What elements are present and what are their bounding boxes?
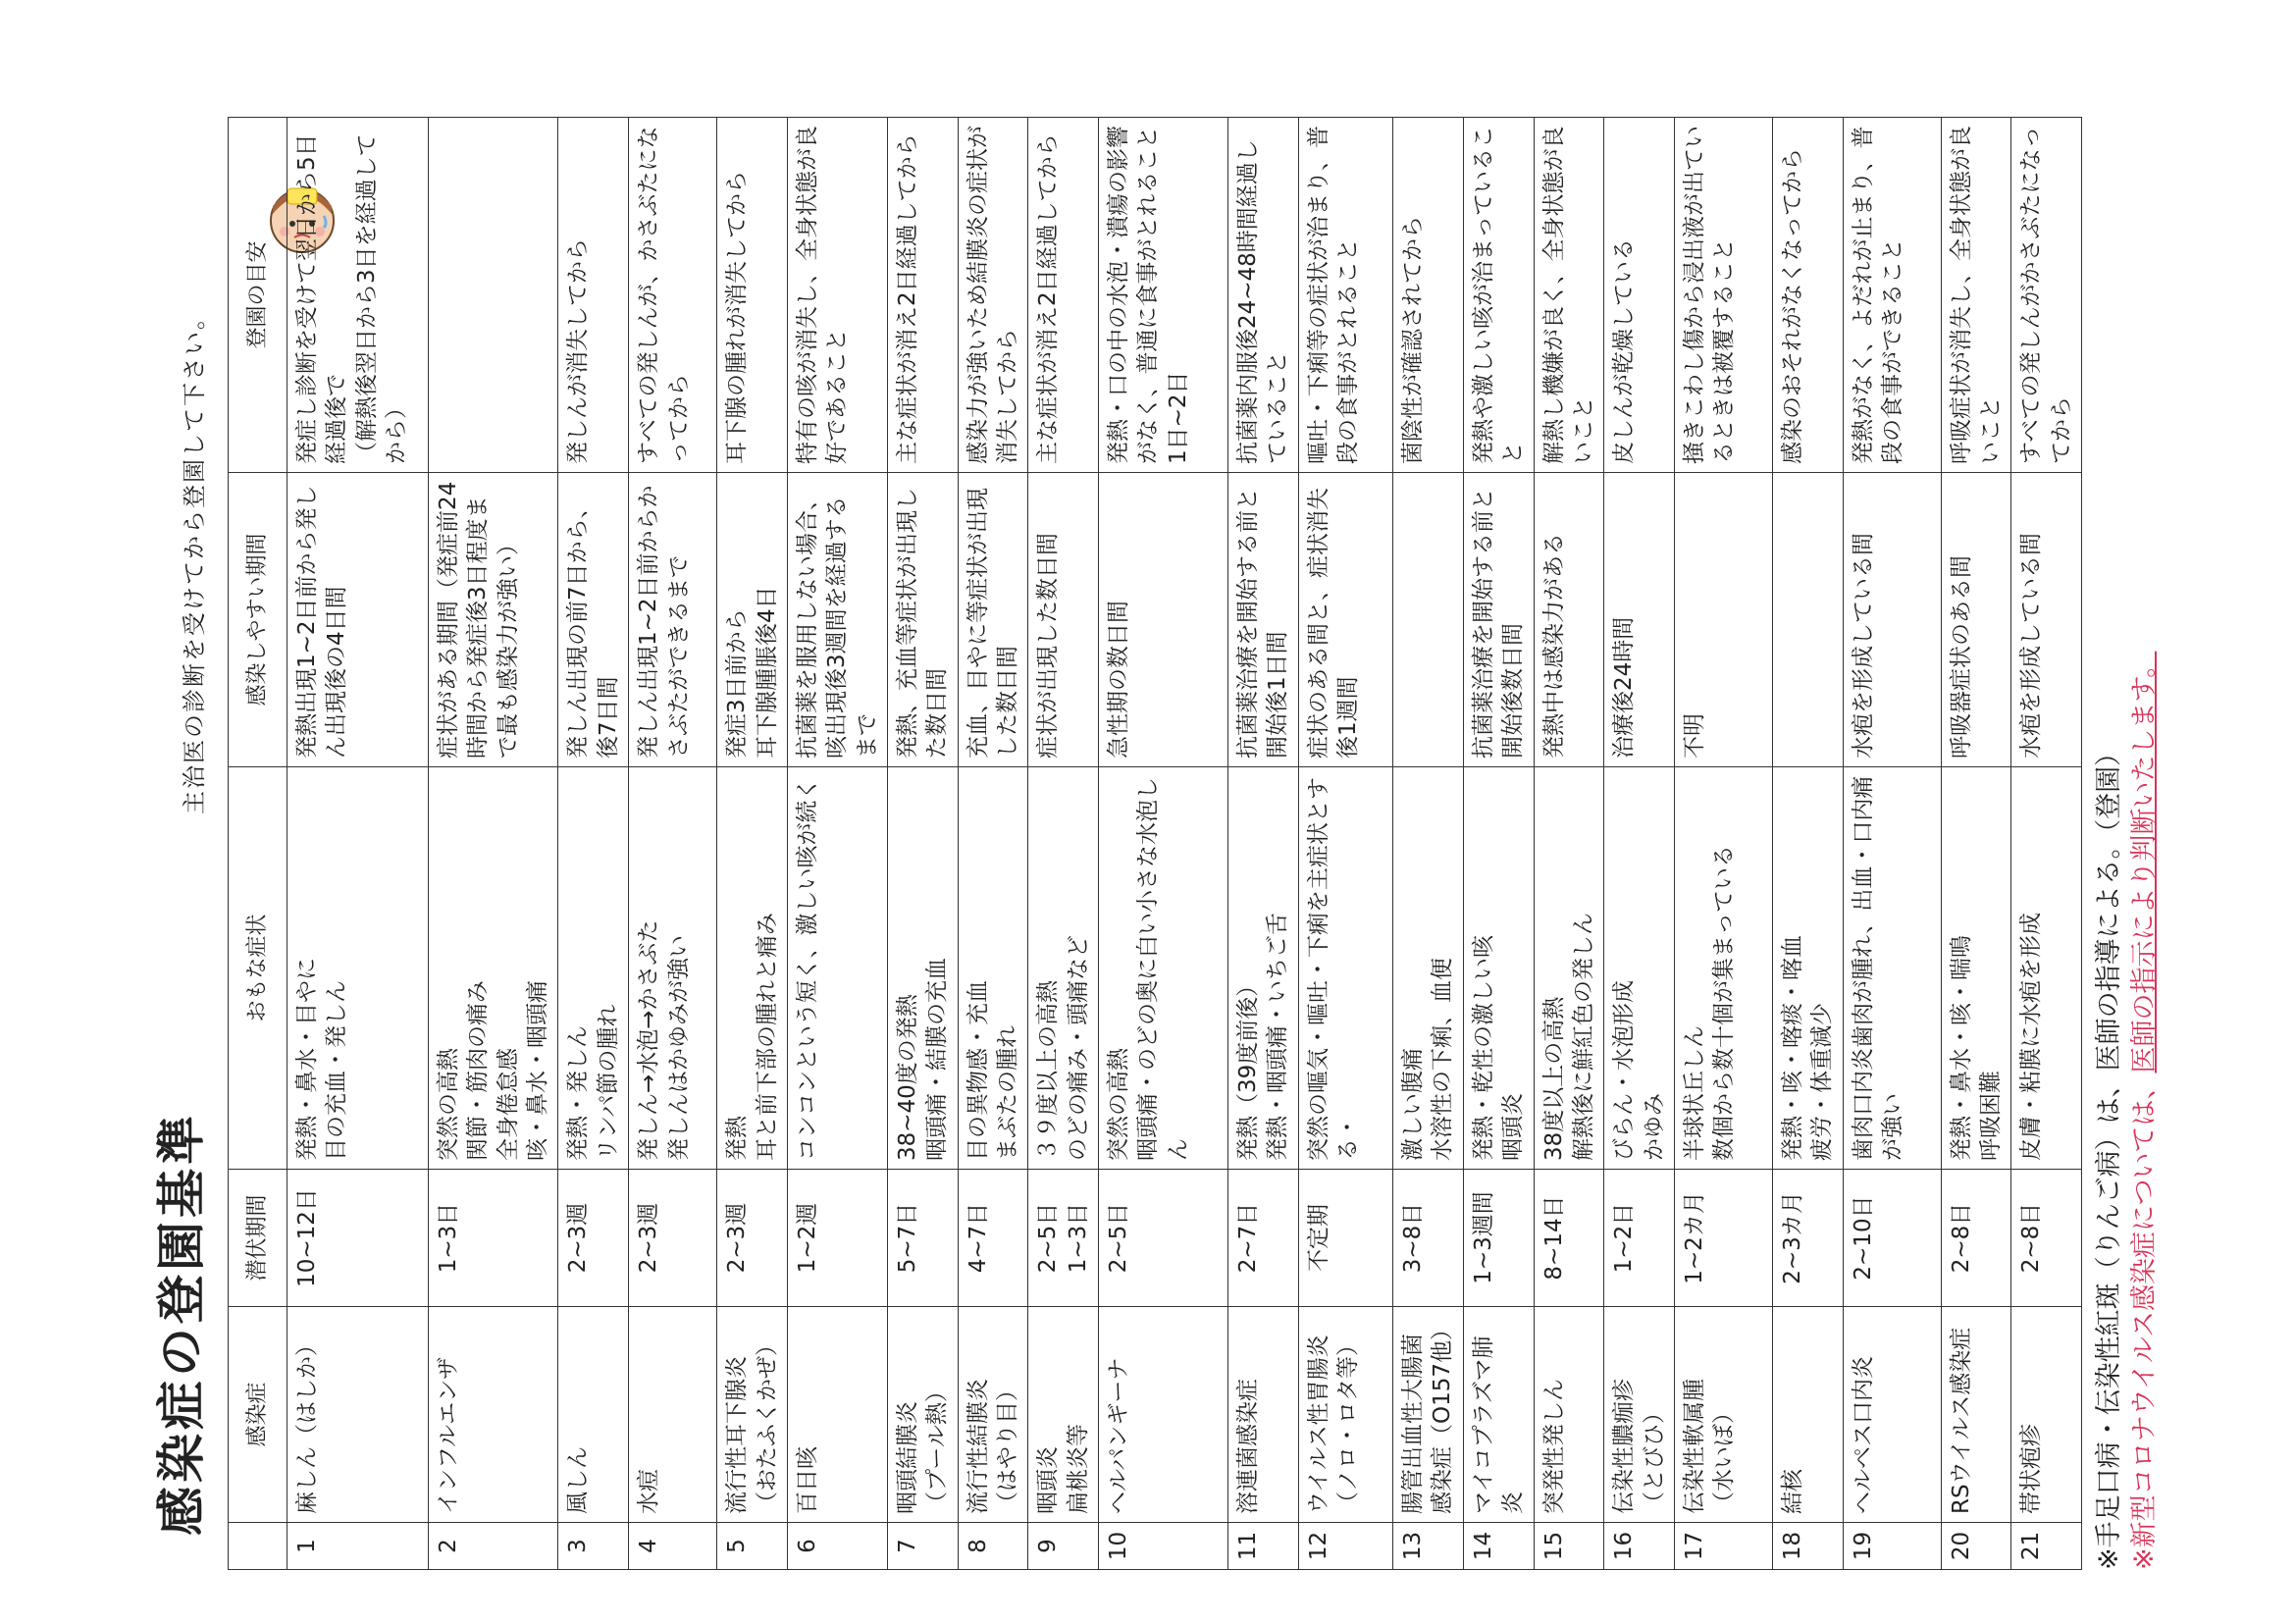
incubation-period: 5~7日 bbox=[887, 1170, 958, 1307]
row-number: 19 bbox=[1843, 1523, 1941, 1570]
table-row bbox=[1228, 118, 1299, 1570]
contagious-period: 不明 bbox=[1674, 473, 1772, 767]
disease-name: マイコプラズマ肺炎 bbox=[1463, 1307, 1534, 1523]
footnotes bbox=[2092, 118, 2164, 1570]
contagious-period bbox=[1772, 473, 1843, 767]
attendance-criteria: 主な症状が消え2日経過してから bbox=[887, 118, 958, 473]
table-header-row bbox=[229, 118, 287, 1570]
attendance-criteria: すべての発しんがかさぶたになってから bbox=[2011, 118, 2082, 473]
footnote-covid bbox=[2127, 118, 2163, 1570]
incubation-period: 2~5日 bbox=[1099, 1170, 1228, 1307]
contagious-period: 抗菌薬治療を開始する前と開始後数日間 bbox=[1463, 473, 1534, 767]
table-row bbox=[558, 118, 629, 1570]
disease-name: 流行性耳下腺炎 （おたふくかぜ） bbox=[717, 1307, 788, 1523]
row-number: 12 bbox=[1299, 1523, 1393, 1570]
attendance-criteria: 発熱や激しい咳が治まっていること bbox=[1463, 118, 1534, 473]
attendance-criteria: 特有の咳が消失し、全身状態が良好であること bbox=[787, 118, 887, 473]
disease-name: 伝染性膿痂疹 （とびひ） bbox=[1604, 1307, 1675, 1523]
row-number: 14 bbox=[1463, 1523, 1534, 1570]
attendance-criteria: 抗菌薬内服後24~48時間経過していること bbox=[1228, 118, 1299, 473]
table-row bbox=[787, 118, 887, 1570]
attendance-criteria: 発熱・口の中の水泡・潰瘍の影響がなく、普通に食事がとれること 1日~2日 bbox=[1099, 118, 1228, 473]
attendance-criteria: 菌陰性が確認されてから bbox=[1393, 118, 1464, 473]
contagious-period: 水疱を形成している間 bbox=[2011, 473, 2082, 767]
table-row bbox=[1843, 118, 1941, 1570]
table-row bbox=[429, 118, 558, 1570]
main-symptoms: 発熱・咳・喀痰・喀血 疲労・体重減少 bbox=[1772, 767, 1843, 1170]
row-number: 3 bbox=[558, 1523, 629, 1570]
attendance-criteria: 掻きこわし傷から浸出液が出ているときは被覆すること bbox=[1674, 118, 1772, 473]
row-number: 13 bbox=[1393, 1523, 1464, 1570]
main-symptoms: 発熱・鼻水・目やに 目の充血・発しん bbox=[287, 767, 429, 1170]
contagious-period: 発しん出現の前7日から、後7日間 bbox=[558, 473, 629, 767]
main-symptoms: 突然の高熱 咽頭痛・のどの奥に白い小さな水泡しん bbox=[1099, 767, 1228, 1170]
row-number: 4 bbox=[629, 1523, 717, 1570]
incubation-period: 4~7日 bbox=[958, 1170, 1028, 1307]
row-number: 20 bbox=[1941, 1523, 2011, 1570]
disease-name: 風しん bbox=[558, 1307, 629, 1523]
table-row bbox=[958, 118, 1028, 1570]
disease-name: 咽頭炎 扁桃炎等 bbox=[1028, 1307, 1099, 1523]
attendance-criteria: 解熱し機嫌が良く、全身状態が良いこと bbox=[1534, 118, 1604, 473]
row-number: 5 bbox=[717, 1523, 788, 1570]
row-number: 2 bbox=[429, 1523, 558, 1570]
main-symptoms: 38~40度の発熱 咽頭痛・結膜の充血 bbox=[887, 767, 958, 1170]
row-number: 8 bbox=[958, 1523, 1028, 1570]
contagious-period: 呼吸器症状のある間 bbox=[1941, 473, 2011, 767]
incubation-period: 2~5日 1~3日 bbox=[1028, 1170, 1099, 1307]
disease-name: 麻しん（はしか） bbox=[287, 1307, 429, 1523]
attendance-criteria: 呼吸症状が消失し、全身状態が良いこと bbox=[1941, 118, 2011, 473]
incubation-period: 2~8日 bbox=[2011, 1170, 2082, 1307]
row-number: 7 bbox=[887, 1523, 958, 1570]
table-row bbox=[1393, 118, 1464, 1570]
disease-name: 流行性結膜炎 （はやり目） bbox=[958, 1307, 1028, 1523]
table-row bbox=[1941, 118, 2011, 1570]
disease-name: 溶連菌感染症 bbox=[1228, 1307, 1299, 1523]
row-number: 9 bbox=[1028, 1523, 1099, 1570]
main-symptoms: 皮膚・粘膜に水疱を形成 bbox=[2011, 767, 2082, 1170]
table-row bbox=[2011, 118, 2082, 1570]
main-symptoms: 発熱・発しん リンパ節の腫れ bbox=[558, 767, 629, 1170]
row-number: 15 bbox=[1534, 1523, 1604, 1570]
attendance-criteria: すべての発しんが、かさぶたになってから bbox=[629, 118, 717, 473]
row-number: 6 bbox=[787, 1523, 887, 1570]
attendance-criteria: 発症し診断を受けて翌日から5日経過後で （解熱後翌日から3日を経過してから） bbox=[287, 118, 429, 473]
contagious-period: 発熱、充血等症状が出現した数日間 bbox=[887, 473, 958, 767]
incubation-period: 10~12日 bbox=[287, 1170, 429, 1307]
table-row bbox=[717, 118, 788, 1570]
disease-name: 伝染性軟属腫 （水いぼ） bbox=[1674, 1307, 1772, 1523]
table-row bbox=[1463, 118, 1534, 1570]
table-row bbox=[1674, 118, 1772, 1570]
contagious-period: 抗菌薬を服用しない場合、咳出現後3週間を経過するまで bbox=[787, 473, 887, 767]
disease-name: 百日咳 bbox=[787, 1307, 887, 1523]
main-symptoms: 発熱・鼻水・咳・喘鳴 呼吸困難 bbox=[1941, 767, 2011, 1170]
instruction-text: 主治医の診断を受けてから登園して下さい。 bbox=[181, 304, 208, 814]
main-symptoms: 発熱 耳と前下部の腫れと痛み bbox=[717, 767, 788, 1170]
disease-name: 結核 bbox=[1772, 1307, 1843, 1523]
attendance-criteria: 主な症状が消え2日経過してから bbox=[1028, 118, 1099, 473]
disease-name: RSウイルス感染症 bbox=[1941, 1307, 2011, 1523]
row-number: 10 bbox=[1099, 1523, 1228, 1570]
incubation-period: 2~8日 bbox=[1941, 1170, 2011, 1307]
main-symptoms: 38度以上の高熱 解熱後に鮮紅色の発しん bbox=[1534, 767, 1604, 1170]
table-row bbox=[1299, 118, 1393, 1570]
contagious-period: 治療後24時間 bbox=[1604, 473, 1675, 767]
attendance-criteria: 発しんが消失してから bbox=[558, 118, 629, 473]
disease-name: 咽頭結膜炎 （プール熱） bbox=[887, 1307, 958, 1523]
row-number: 17 bbox=[1674, 1523, 1772, 1570]
contagious-period: 症状のある間と、症状消失後1週間 bbox=[1299, 473, 1393, 767]
incubation-period: 1~3日 bbox=[429, 1170, 558, 1307]
contagious-period: 充血、目やに等症状が出現した数日間 bbox=[958, 473, 1028, 767]
attendance-criteria bbox=[429, 118, 558, 473]
table-row bbox=[1534, 118, 1604, 1570]
header-incubation: 潜伏期間 bbox=[229, 1170, 287, 1307]
incubation-period: 1~2カ月 bbox=[1674, 1170, 1772, 1307]
header-number bbox=[229, 1523, 287, 1570]
table-row bbox=[1604, 118, 1675, 1570]
footnote-covid-emphasis: 医師の指示により判断いたします。 bbox=[2129, 651, 2161, 1073]
contagious-period: 水疱を形成している間 bbox=[1843, 473, 1941, 767]
main-symptoms: 激しい腹痛 水溶性の下痢、血便 bbox=[1393, 767, 1464, 1170]
table-row bbox=[287, 118, 429, 1570]
disease-name: 突発性発しん bbox=[1534, 1307, 1604, 1523]
contagious-period: 発しん出現1~2日前からかさぶたができるまで bbox=[629, 473, 717, 767]
main-symptoms: 発熱（39度前後） 発熱・咽頭痛・いちご舌 bbox=[1228, 767, 1299, 1170]
incubation-period: 2~3週 bbox=[558, 1170, 629, 1307]
row-number: 16 bbox=[1604, 1523, 1675, 1570]
incubation-period: 2~7日 bbox=[1228, 1170, 1299, 1307]
disease-name: ヘルペス口内炎 bbox=[1843, 1307, 1941, 1523]
contagious-period: 症状がある期間（発症前24時間から発症後3日程度まで最も感染力が強い） bbox=[429, 473, 558, 767]
contagious-period bbox=[1393, 473, 1464, 767]
infection-criteria-table bbox=[228, 117, 2082, 1570]
attendance-criteria: 皮しんが乾燥している bbox=[1604, 118, 1675, 473]
main-symptoms: 目の異物感・充血 まぶたの腫れ bbox=[958, 767, 1028, 1170]
disease-name: ウイルス性胃腸炎 （ノロ・ロタ等） bbox=[1299, 1307, 1393, 1523]
disease-name: ヘルパンギーナ bbox=[1099, 1307, 1228, 1523]
table-row bbox=[887, 118, 958, 1570]
table-body bbox=[287, 118, 2082, 1570]
main-symptoms: 発熱・乾性の激しい咳 咽頭炎 bbox=[1463, 767, 1534, 1170]
main-symptoms: 突然の高熱 関節・筋肉の痛み 全身倦怠感 咳・鼻水・咽頭痛 bbox=[429, 767, 558, 1170]
main-symptoms: ３９度以上の高熱 のどの痛み・頭痛など bbox=[1028, 767, 1099, 1170]
header-contagious-period: 感染しやすい期間 bbox=[229, 473, 287, 767]
table-row bbox=[1099, 118, 1228, 1570]
incubation-period: 1~3週間 bbox=[1463, 1170, 1534, 1307]
contagious-period: 急性期の数日間 bbox=[1099, 473, 1228, 767]
header-disease: 感染症 bbox=[229, 1307, 287, 1523]
incubation-period: 2~10日 bbox=[1843, 1170, 1941, 1307]
disease-name: 水痘 bbox=[629, 1307, 717, 1523]
incubation-period: 2~3週 bbox=[629, 1170, 717, 1307]
table-row bbox=[1772, 118, 1843, 1570]
main-symptoms: 突然の嘔気・嘔吐・下痢を主症状とする・ bbox=[1299, 767, 1393, 1170]
row-number: 21 bbox=[2011, 1523, 2082, 1570]
row-number: 18 bbox=[1772, 1523, 1843, 1570]
footnote-covid-prefix: ※新型コロナウイルス感染症については、 bbox=[2129, 1073, 2161, 1570]
contagious-period: 発熱中は感染力がある bbox=[1534, 473, 1604, 767]
table-rotator bbox=[228, 118, 2072, 1570]
disease-name: 腸管出血性大腸菌感染症（O157他） bbox=[1393, 1307, 1464, 1523]
attendance-criteria: 感染のおそれがなくなってから bbox=[1772, 118, 1843, 473]
table-row bbox=[1028, 118, 1099, 1570]
incubation-period: 8~14日 bbox=[1534, 1170, 1604, 1307]
table-row bbox=[629, 118, 717, 1570]
main-symptoms: びらん・水泡形成 かゆみ bbox=[1604, 767, 1675, 1170]
main-symptoms: 半球状丘しん 数個から数十個が集まっている bbox=[1674, 767, 1772, 1170]
main-symptoms: 発しん→水泡→かさぶた 発しんはかゆみが強い bbox=[629, 767, 717, 1170]
contagious-period: 発熱出現1~2日前から発しん出現後の4日間 bbox=[287, 473, 429, 767]
main-symptoms: コンコンという短く、激しい咳が続く bbox=[787, 767, 887, 1170]
attendance-criteria: 発熱がなく、よだれが止まり、普段の食事ができること bbox=[1843, 118, 1941, 473]
incubation-period: 2~3カ月 bbox=[1772, 1170, 1843, 1307]
contagious-period: 症状が出現した数日間 bbox=[1028, 473, 1099, 767]
page-title: 感染症の登園基準 bbox=[153, 1112, 210, 1536]
row-number: 11 bbox=[1228, 1523, 1299, 1570]
footnote-hand-foot-mouth: ※手足口病・伝染性紅斑（りんご病）は、医師の指導による。（登園） bbox=[2094, 739, 2124, 1570]
contagious-period: 抗菌薬治療を開始する前と開始後1日間 bbox=[1228, 473, 1299, 767]
header-attendance-criteria: 登園の目安 bbox=[229, 118, 287, 473]
attendance-criteria: 感染力が強いため結膜炎の症状が消失してから bbox=[958, 118, 1028, 473]
attendance-criteria: 嘔吐・下痢等の症状が治まり、普段の食事がとれること bbox=[1299, 118, 1393, 473]
attendance-criteria: 耳下腺の腫れが消失してから bbox=[717, 118, 788, 473]
row-number: 1 bbox=[287, 1523, 429, 1570]
incubation-period: 1~2日 bbox=[1604, 1170, 1675, 1307]
incubation-period: 不定期 bbox=[1299, 1170, 1393, 1307]
incubation-period: 2~3週 bbox=[717, 1170, 788, 1307]
disease-name: インフルエンザ bbox=[429, 1307, 558, 1523]
header-symptoms: おもな症状 bbox=[229, 767, 287, 1170]
incubation-period: 3~8日 bbox=[1393, 1170, 1464, 1307]
contagious-period: 発症3日前から 耳下腺腫脹後4日 bbox=[717, 473, 788, 767]
incubation-period: 1~2週 bbox=[787, 1170, 887, 1307]
main-symptoms: 歯肉口内炎歯肉が腫れ、出血・口内痛が強い bbox=[1843, 767, 1941, 1170]
disease-name: 帯状疱疹 bbox=[2011, 1307, 2082, 1523]
